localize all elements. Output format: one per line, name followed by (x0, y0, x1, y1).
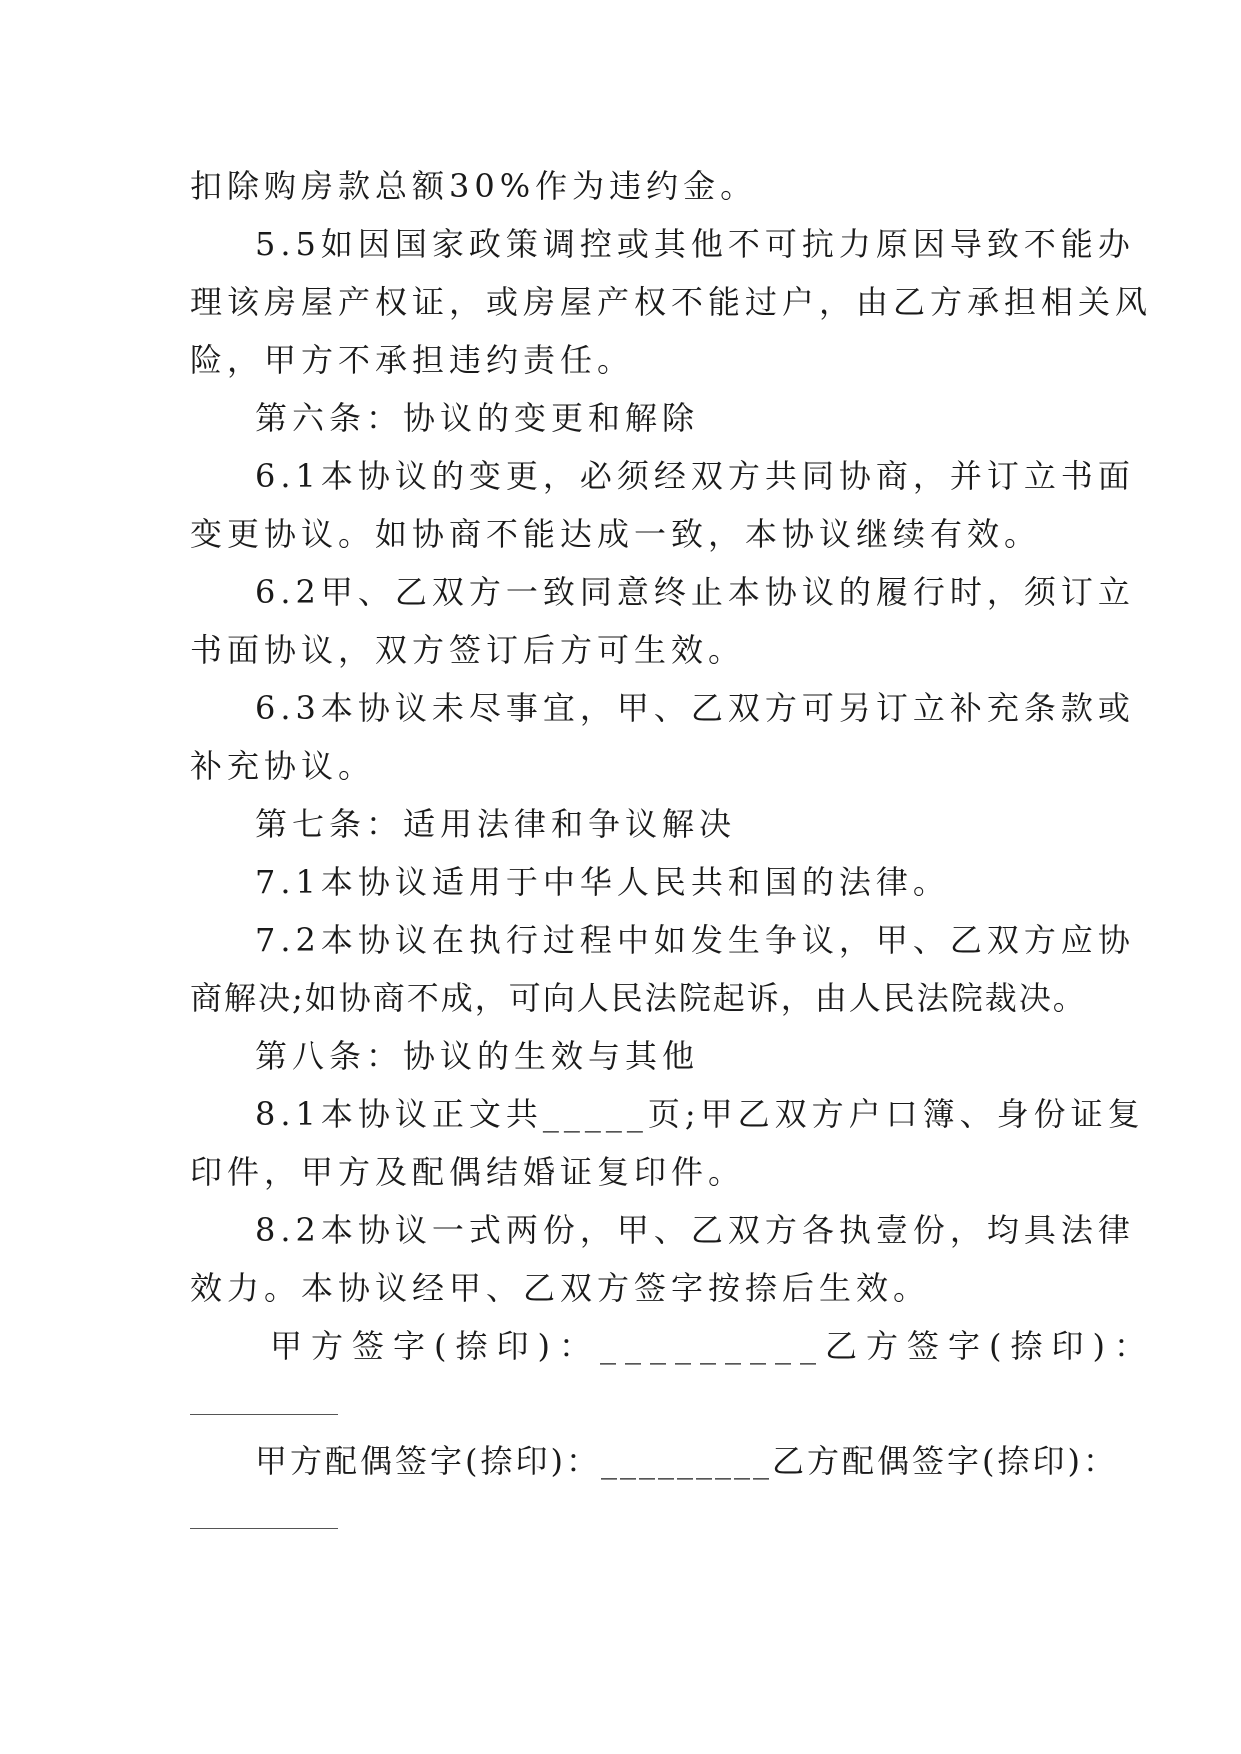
paragraph-line: 补充协议。 (190, 747, 376, 785)
party-signature-line: 甲方签字(捺印)：_________乙方签字(捺印)： (270, 1327, 1155, 1365)
paragraph-line: 7.1本协议适用于中华人民共和国的法律。 (255, 863, 950, 901)
section-heading: 第六条：协议的变更和解除 (255, 399, 700, 437)
paragraph-line: 理该房屋产权证，或房屋产权不能过户，由乙方承担相关风 (190, 283, 1153, 321)
paragraph-line: 效力。本协议经甲、乙双方签字按捺后生效。 (190, 1269, 931, 1307)
paragraph-line: 6.3本协议未尽事宜，甲、乙双方可另订立补充条款或 (255, 689, 1135, 727)
signature-blank (190, 1528, 338, 1529)
paragraph-line: 商解决;如协商不成，可向人民法院起诉，由人民法院裁决。 (190, 979, 1087, 1017)
paragraph-line: 扣除购房款总额30%作为违约金。 (190, 167, 758, 205)
signature-blank (190, 1414, 338, 1415)
paragraph-line: 6.2甲、乙双方一致同意终止本协议的履行时，须订立 (255, 573, 1135, 611)
paragraph-line: 险，甲方不承担违约责任。 (190, 341, 635, 379)
paragraph-line: 5.5如因国家政策调控或其他不可抗力原因导致不能办 (255, 225, 1135, 263)
paragraph-line: 8.1本协议正文共_____页;甲乙双方户口簿、身份证复 (255, 1095, 1145, 1133)
paragraph-line: 8.2本协议一式两份，甲、乙双方各执壹份，均具法律 (255, 1211, 1135, 1249)
paragraph-line: 变更协议。如协商不能达成一致，本协议继续有效。 (190, 515, 1042, 553)
spouse-signature-line: 甲方配偶签字(捺印)：_________乙方配偶签字(捺印)： (255, 1442, 1118, 1480)
paragraph-line: 7.2本协议在执行过程中如发生争议，甲、乙双方应协 (255, 921, 1135, 959)
section-heading: 第八条：协议的生效与其他 (255, 1037, 700, 1075)
paragraph-line: 6.1本协议的变更，必须经双方共同协商，并订立书面 (255, 457, 1135, 495)
section-heading: 第七条：适用法律和争议解决 (255, 805, 737, 843)
paragraph-line: 书面协议，双方签订后方可生效。 (190, 631, 746, 669)
paragraph-line: 印件，甲方及配偶结婚证复印件。 (190, 1153, 746, 1191)
